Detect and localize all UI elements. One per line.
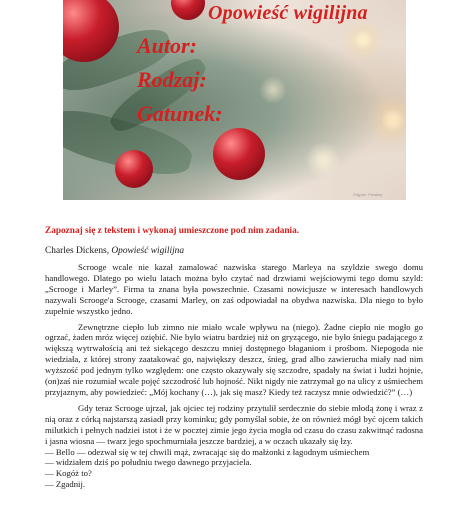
worksheet-title: Opowieść wigilijna xyxy=(208,2,368,24)
dialogue-line: — Zgadnij. xyxy=(45,479,86,490)
red-bauble-decoration xyxy=(171,0,205,20)
work-title: Opowieść wigilijna xyxy=(111,246,185,256)
paragraph: Zewnętrzne ciepło lub zimno nie miało wcale wpływu na (niego). Żadne ciepło nie mogło go ogrzać, żaden mróz więcej oziębić. Nie było wiatru bardziej niż on gryzącego, nie było śniegu padającego z większą wytrwałością ani też siekącego deszczu mniej dostępnego błaganiom i prośbom. Niepogoda nie wiedziała, z której strony zaatakować go, największy deszcz, śnieg, grad albo zawierucha miały nad nim wyższość pod jednym tylko względem: one często okazywały się szczodre, spadały na świat i ludzi hojnie, (on)zaś nie rozumiał wcale pojęć szczodrość lub hojność. Nikt nigdy nie zatrzymał go na ulicy z uśmiechem przyjaznym, aby powiedzieć: „Mój kochany (…), jak się masz? Kiedy też raczysz mnie odwiedzić?” (…) xyxy=(45,321,423,397)
author-name: Charles Dickens, xyxy=(45,246,110,256)
paragraph: Scrooge wcale nie kazał zamalować nazwiska starego Marleya na szyldzie swego domu handlowego. Dlatego po wielu latach można było czytać nad drzwiami wejściowymi tego domu szyld: „Scrooge i Marley”. Firma ta znana była powszechnie. Czasami nowicjusze w interesach handlowych nazywali Scrooge'a Scrooge, czasami Marley, on zaś odpowiadał na obydwa nazwiska. Dla niego to było zupełnie wszystko jedno. xyxy=(45,262,423,316)
source-attribution xyxy=(45,246,184,256)
red-bauble-decoration xyxy=(115,150,153,188)
red-bauble-decoration xyxy=(213,128,265,180)
header-banner-image xyxy=(63,0,406,200)
image-credit: Zdjęcie: Pixabay xyxy=(353,192,383,197)
label-author: Autor: xyxy=(137,33,197,58)
dialogue-line: — Bello — odezwał się w tej chwili mąż, zwracając się do małżonki z łagodnym uśmiechem xyxy=(45,446,370,457)
task-instruction: Zapoznaj się z tekstem i wykonaj umieszczone pod nim zadania. xyxy=(45,226,300,236)
excerpt-text xyxy=(45,262,423,490)
label-kind: Rodzaj: xyxy=(137,67,207,92)
paragraph: Gdy teraz Scrooge ujrzał, jak ojciec tej rodziny przytulił serdecznie do siebie młodą żonę i wraz z nią oraz z córką najstarszą zasiadł przy kominku; gdy pomyślał sobie, że on również mógł być ojcem takich milutkich i pełnych nadziei istot i że w pocztej zimie jego życia mogła od czasu do czasu zakwitnąć radosna i jasna wiosna — twarz jego spochmurniała jeszcze bardziej, a w oczach ukazały się łzy. xyxy=(45,402,423,446)
dialogue-line: — Kogóż to? xyxy=(45,468,92,479)
dialogue-line: — widziałem dziś po południu twego dawnego przyjaciela. xyxy=(45,457,252,468)
label-genre: Gatunek: xyxy=(137,101,223,126)
